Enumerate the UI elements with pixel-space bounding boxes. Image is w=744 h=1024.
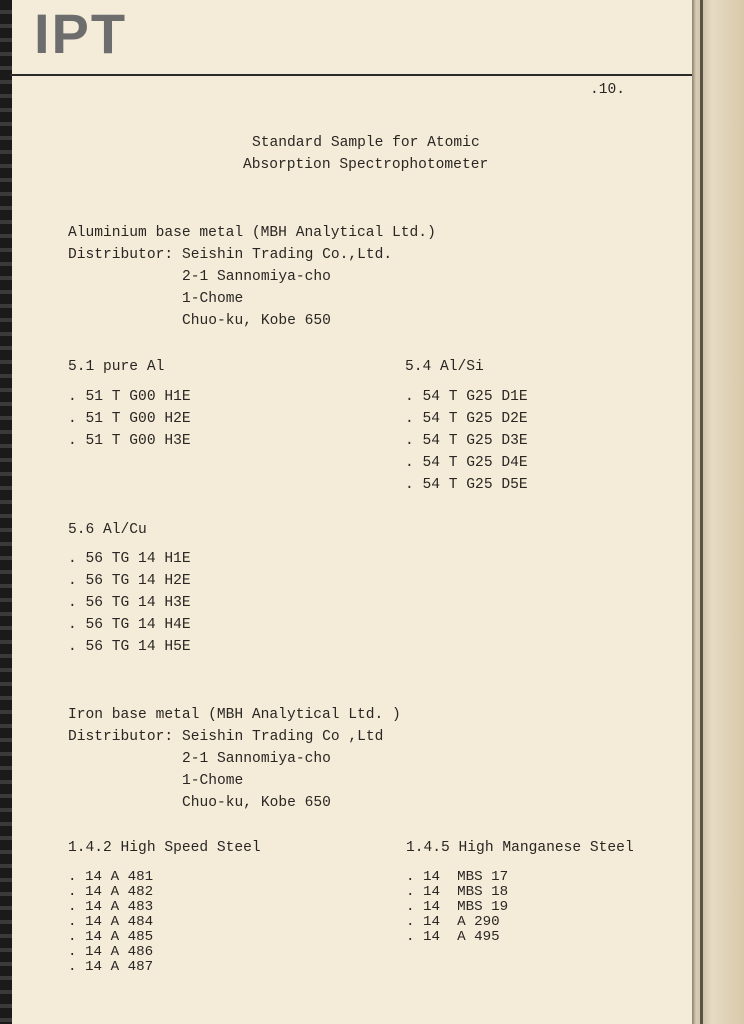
section-heading: 5.6 Al/Cu: [68, 522, 147, 538]
section-heading: 5.4 Al/Si: [405, 359, 484, 375]
list-item: . 54 T G25 D5E: [405, 477, 528, 493]
distributor-label: Distributor:: [68, 729, 174, 745]
list-item: . 51 T G00 H2E: [68, 411, 191, 427]
list-item: . 56 TG 14 H1E: [68, 551, 191, 567]
address-line: Chuo-ku, Kobe 650: [182, 313, 331, 329]
address-line: Seishin Trading Co ,Ltd: [182, 729, 384, 745]
list-item: . 14 MBS 17: [406, 869, 509, 885]
list-item: . 54 T G25 D1E: [405, 389, 528, 405]
list-item: . 14 A 495: [406, 929, 500, 945]
section-heading: 1.4.2 High Speed Steel: [68, 840, 261, 856]
list-item: . 14 MBS 19: [406, 899, 509, 915]
spiral-binding: [0, 0, 12, 1024]
address-line: Seishin Trading Co.,Ltd.: [182, 247, 393, 263]
list-item: . 56 TG 14 H2E: [68, 573, 191, 589]
list-item: . 14 A 290: [406, 914, 500, 930]
address-line: 1-Chome: [182, 291, 244, 307]
title-line-2: Absorption Spectrophotometer: [243, 157, 489, 173]
list-item: . 14 A 483: [68, 899, 154, 915]
list-item: . 14 A 486: [68, 944, 154, 960]
list-item: . 14 A 484: [68, 914, 154, 930]
list-item: . 54 T G25 D3E: [405, 433, 528, 449]
logo: IPT: [34, 2, 128, 65]
distributor-label: Distributor:: [68, 247, 174, 263]
list-item: . 56 TG 14 H3E: [68, 595, 191, 611]
title-line-1: Standard Sample for Atomic: [252, 135, 480, 151]
page-number: .10.: [590, 82, 626, 98]
list-item: . 14 A 482: [68, 884, 154, 900]
list-item: . 51 T G00 H3E: [68, 433, 191, 449]
section-heading: 5.1 pure Al: [68, 359, 165, 375]
list-item: . 54 T G25 D4E: [405, 455, 528, 471]
address-line: Chuo-ku, Kobe 650: [182, 795, 331, 811]
list-item: . 14 MBS 18: [406, 884, 509, 900]
list-item: . 14 A 487: [68, 959, 154, 975]
address-line: 2-1 Sannomiya-cho: [182, 751, 331, 767]
section-heading: 1.4.5 High Manganese Steel: [406, 840, 634, 856]
list-item: . 14 A 481: [68, 869, 154, 885]
list-item: . 56 TG 14 H4E: [68, 617, 191, 633]
list-item: . 51 T G00 H1E: [68, 389, 191, 405]
iron-heading: Iron base metal (MBH Analytical Ltd. ): [68, 707, 401, 723]
list-item: . 56 TG 14 H5E: [68, 639, 191, 655]
header-rule: [10, 74, 692, 76]
address-line: 2-1 Sannomiya-cho: [182, 269, 331, 285]
list-item: . 14 A 485: [68, 929, 154, 945]
list-item: . 54 T G25 D2E: [405, 411, 528, 427]
aluminium-heading: Aluminium base metal (MBH Analytical Ltd.): [68, 225, 436, 241]
address-line: 1-Chome: [182, 773, 244, 789]
page-edge-line: [700, 0, 703, 1024]
